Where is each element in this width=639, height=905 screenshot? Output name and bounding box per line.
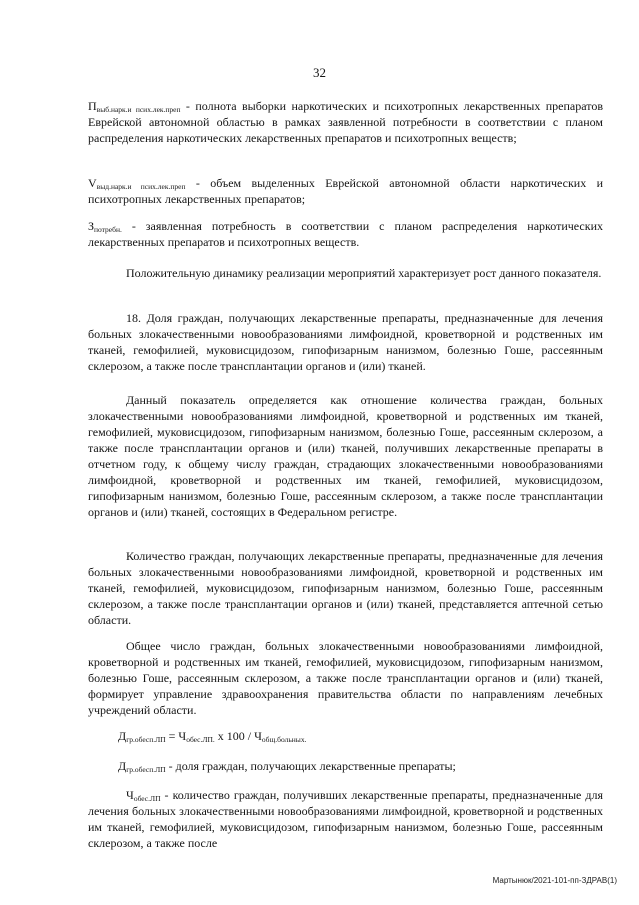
definition-potrebnost: [88, 218, 603, 250]
definition-kolichestvo: [88, 787, 603, 851]
symbol: V: [88, 176, 97, 190]
symbol-subscript: потребн.: [94, 225, 122, 234]
symbol: Ч: [126, 788, 134, 802]
paragraph-indicator-18: 18. Доля граждан, получающих лекарственные препараты, предназначенные для лечения больных злокачественными новообразованиями лимфоидной, кроветворной и родственных им тканей, гемофилией, муковисцидозом, гипофизарным нанизмом, болезнью Гоше, рассеянным склерозом, а также после трансплантации органов и (или) тканей.: [88, 311, 603, 373]
symbol: П: [88, 99, 97, 113]
symbol-subscript: выд.нарк.и псих.лек.преп: [96, 182, 186, 191]
document-footer: Мартынюк/2021-101-пп-ЗДРАВ(1): [492, 876, 617, 885]
paragraph-count-citizens: Количество граждан, получающих лекарственные препараты, предназначенные для лечения больных злокачественными новообразованиями лимфоидной, кроветворной и родственных им тканей, гемофилией, муковисцидозом, гипофизарным нанизмом, болезнью Гоше, рассеянным склерозом, а также после трансплантации органов и (или) тканей, представляется аптечной сетью области.: [88, 549, 603, 627]
paragraph-indicator-definition: Данный показатель определяется как отношение количества граждан, больных злокачественными новообразованиями лимфоидной, кроветворной и родственных им тканей, гемофилией, муковисцидозом, гипофизарным нанизмом, болезнью Гоше, рассеянным склерозом, а также после трансплантации органов и (или) тканей, получивших лекарственные препараты в отчетном году, к общему числу граждан, страдающих злокачественными новообразованиями лимфоидной, кроветворной и родственных им тканей, гемофилией, муковисцидозом, гипофизарным нанизмом, болезнью Гоше, рассеянным склерозом, а также после трансплантации органов и (или) тканей, состоящих в Федеральном регистре.: [88, 393, 603, 519]
paragraph-dynamics: Положительную динамику реализации мероприятий характеризует рост данного показателя.: [126, 266, 602, 280]
symbol-subscript: выб.нарк.и псих.лек.преп: [96, 105, 181, 114]
symbol-subscript: гр.обесп.ЛП: [126, 765, 166, 774]
definition-polnota: [88, 98, 603, 146]
symbol-subscript: обес.ЛП: [133, 794, 161, 803]
formula: $Д_{гр.обесп.ЛП} = Ч_{обес.ЛП.}$ х $100 / Ч_{общ.больных.}$: [118, 729, 307, 744]
definition-text: - количество граждан, получивших лекарственные препараты, предназначенные для лечения больных злокачественными новообразованиями лимфоидной, кроветворной и родственных им тканей, гемофилией, муковисцидозом, гипофизарным нанизмом, болезнью Гоше, рассеянным склерозом, а также после: [88, 788, 603, 850]
definition-text: - объем выделенных Еврейской автономной области наркотических и психотропных лекарственных препаратов;: [88, 176, 603, 206]
definition-dolya: [118, 758, 633, 774]
symbol: Д: [118, 759, 127, 773]
definition-text: - полнота выборки наркотических и психотропных лекарственных препаратов Еврейской автономной областью в рамках заявленной потребности в соответствии с планом распределения наркотических лекарственных препаратов и психотропных веществ;: [88, 99, 603, 145]
page-number: 32: [313, 65, 326, 80]
definition-obem: [88, 175, 603, 207]
definition-text: - заявленная потребность в соответствии с планом распределения наркотических лекарственных препаратов и психотропных веществ.: [88, 219, 603, 249]
symbol: З: [88, 219, 95, 233]
paragraph-total-citizens: Общее число граждан, больных злокачественными новообразованиями лимфоидной, кроветворной и родственных им тканей, гемофилией, муковисцидозом, гипофизарным нанизмом, болезнью Гоше, рассеянным склерозом, а также после трансплантации органов и (или) тканей, формирует управление здравоохранения правительства области по направлениям лечебных учреждений области.: [88, 639, 603, 717]
definition-text: - доля граждан, получающих лекарственные препараты;: [165, 759, 456, 773]
